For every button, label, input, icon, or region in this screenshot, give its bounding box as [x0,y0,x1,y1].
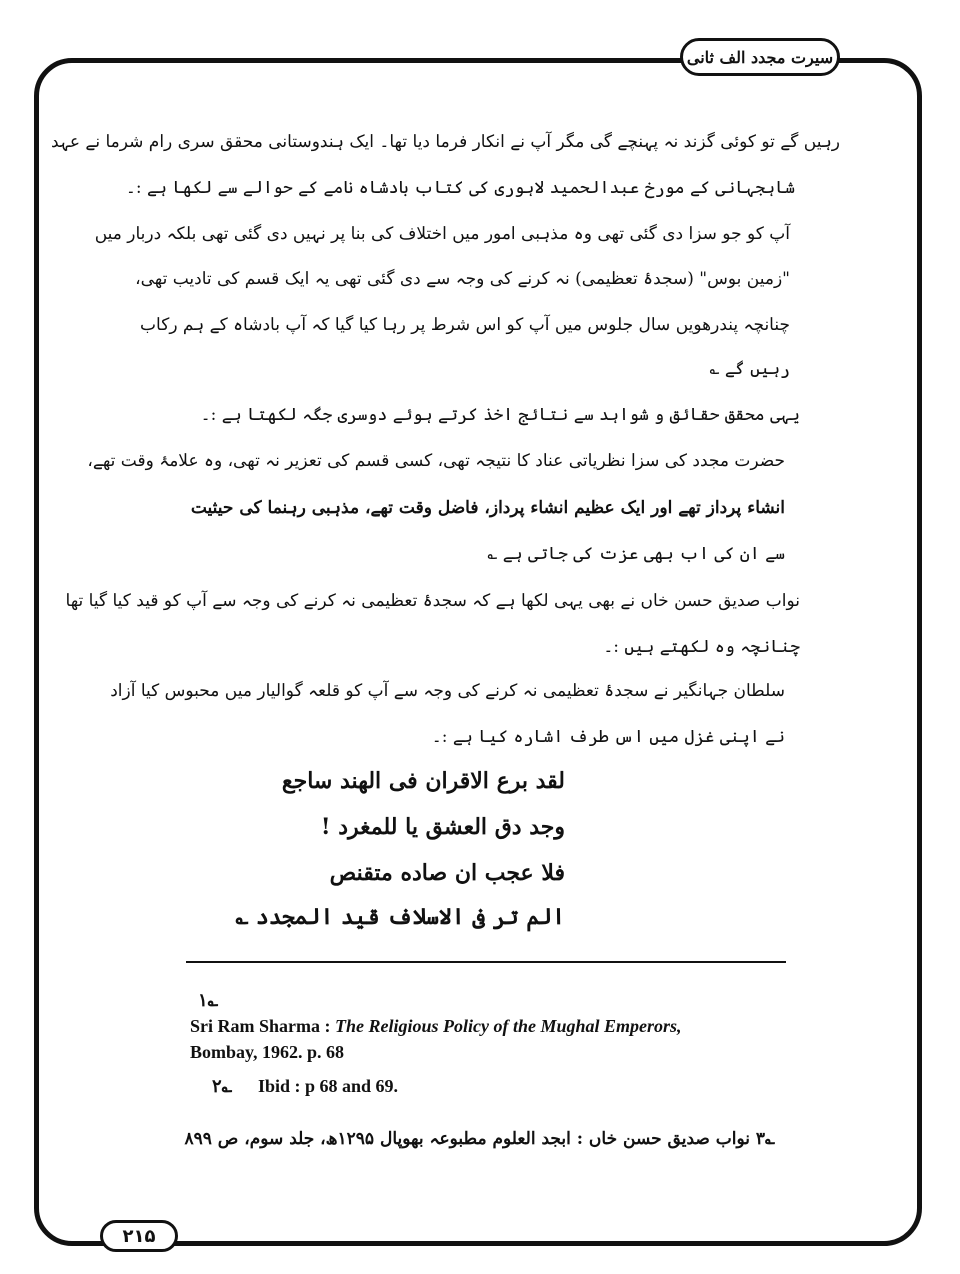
footnote-rule [186,961,786,963]
verse-2: وجد دق العشق یا للمغرد ! [320,814,565,840]
footnote-2-marker: ؎۲ [212,1076,233,1097]
page-number [100,1220,178,1252]
footnote-2-citation: Ibid : p 68 and 69. [258,1076,399,1096]
quote3-line-1: سلطان جہانگیر نے سجدۂ تعظیمی نہ کرنے کی وجہ سے آپ کو قلعہ گوالیار میں محبوس کیا آزاد [110,681,785,701]
footnote-1-publication: Bombay, 1962. p. 68 [190,1042,345,1062]
quote-line-1: آپ کو جو سزا دی گئی تھی وہ مذہبی امور میں اختلاف کی بنا پر نہیں دی گئی تھی بلکہ دربار میں [94,224,790,244]
verse-3: فلا عجب ان صاده متقنص [329,860,565,886]
footnote-1-line-1 [190,1016,682,1037]
footnote-1-marker: ؎۱ [198,990,219,1011]
quote-line-4: رہیں گے ؎ [709,359,790,379]
page-number-label: ۲۱۵ [122,1225,156,1247]
quote2-line-1: حضرت مجدد کی سزا نظریاتی عناد کا نتیجہ تھی، کسی قسم کی تعزیر نہ تھی، وہ علامۂ وقت تھے، [87,451,785,471]
footnote-2-text [258,1076,398,1097]
quote3-line-2: نے اپنی غزل میں اس طرف اشارہ کیا ہے :۔ [431,727,785,747]
quote-line-3: چنانچہ پندرھویں سال جلوس میں آپ کو اس شرط پر رہا کیا گیا کہ آپ بادشاہ کے ہم رکاب [140,315,790,335]
quote2-line-2: انشاء پرداز تھے اور ایک عظیم انشاء پرداز، فاضل وقت تھے، مذہبی رہنما کی حیثیت [190,498,785,518]
verse-1: لقد برع الاقران فی الهند ساجع [281,768,565,794]
quote-line-2: "زمین بوس" (سجدۂ تعظیمی) نہ کرنے کی وجہ سے دی گئی تھی یہ ایک قسم کی تادیب تھی، [135,269,790,289]
paragraph-line-4: نواب صدیق حسن خاں نے بھی یہی لکھا ہے کہ سجدۂ تعظیمی نہ کرنے کی وجہ سے آپ کو قید کیا گیا تھا [65,591,800,611]
paragraph-line-3: یہی محقق حقائق و شواہد سے نتائج اخذ کرتے ہوئے دوسری جگہ لکھتا ہے :۔ [200,405,800,425]
footnote-1-book-title: The Religious Policy of the Mughal Emperors, [335,1016,682,1036]
running-header-title: سیرت مجدد الف ثانی [686,47,834,67]
running-header [680,38,840,76]
verse-4: الم تر فی الاسلاف قید المجدد ؎ [235,904,565,930]
quote2-line-3: سے ان کی اب بھی عزت کی جاتی ہے ؎ [487,544,785,564]
footnote-1-line-2 [190,1042,344,1063]
footnote-3-text: ؎۳ نواب صدیق حسن خاں : ابجد العلوم مطبوعہ بھوپال ۱۲۹۵ھ، جلد سوم، ص ۸۹۹ [184,1129,775,1149]
paragraph-line-1: رہیں گے تو کوئی گزند نہ پہنچے گی مگر آپ نے انکار فرما دیا تھا۔ ایک ہندوستانی محقق سری رام شرما نے عہد [50,132,840,152]
footnote-1-author: Sri Ram Sharma : [190,1016,335,1036]
paragraph-line-5: چنانچہ وہ لکھتے ہیں :۔ [603,637,800,657]
paragraph-line-2: شاہجہانی کے مورخ عبدالحمید لاہوری کی کتاب بادشاہ نامے کے حوالے سے لکھا ہے :۔ [125,178,795,198]
